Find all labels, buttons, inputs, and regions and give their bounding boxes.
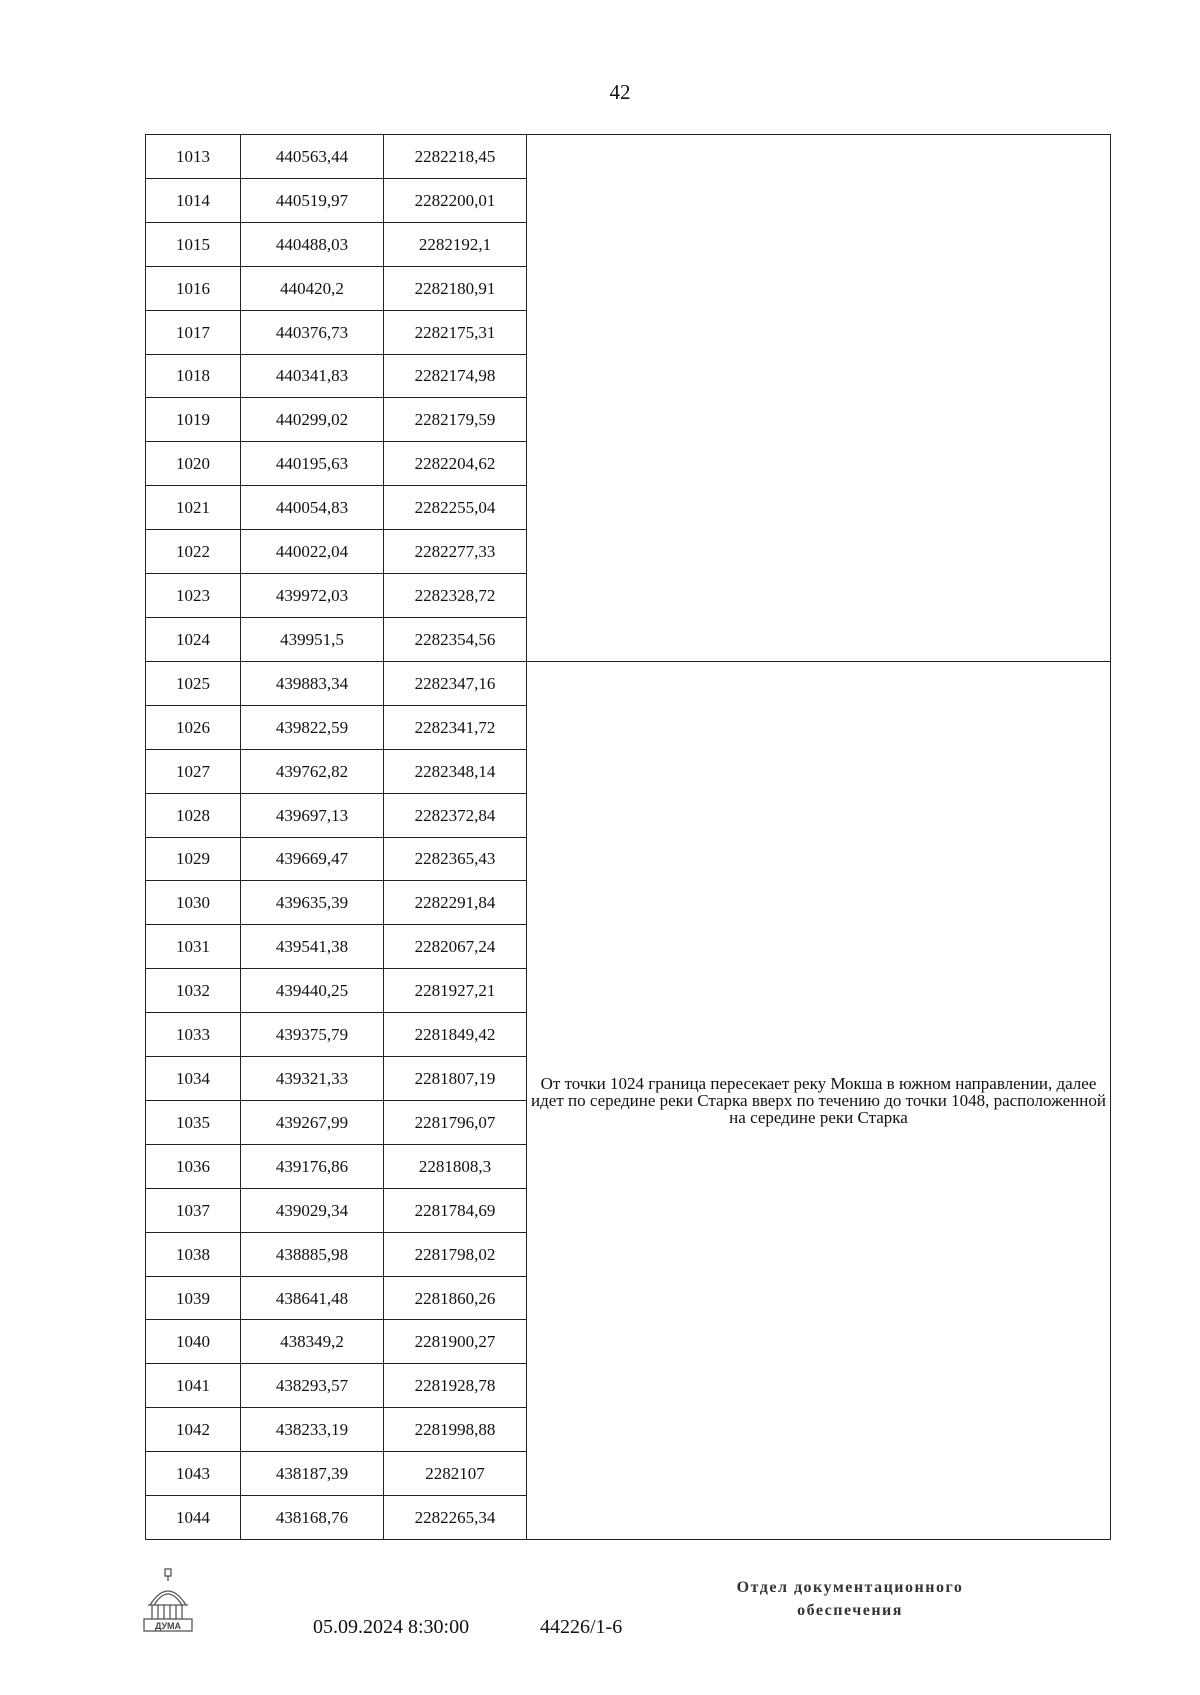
x-coordinate-cell: 439697,13 [241, 793, 384, 837]
point-number-cell: 1036 [146, 1144, 241, 1188]
y-coordinate-cell: 2282277,33 [384, 530, 527, 574]
point-number-cell: 1033 [146, 1013, 241, 1057]
x-coordinate-cell: 439762,82 [241, 749, 384, 793]
x-coordinate-cell: 438233,19 [241, 1408, 384, 1452]
boundary-description-cell [527, 135, 1111, 662]
point-number-cell: 1035 [146, 1100, 241, 1144]
x-coordinate-cell: 438349,2 [241, 1320, 384, 1364]
y-coordinate-cell: 2282265,34 [384, 1496, 527, 1540]
x-coordinate-cell: 440420,2 [241, 266, 384, 310]
x-coordinate-cell: 439440,25 [241, 969, 384, 1013]
y-coordinate-cell: 2282291,84 [384, 881, 527, 925]
x-coordinate-cell: 440054,83 [241, 486, 384, 530]
y-coordinate-cell: 2282372,84 [384, 793, 527, 837]
x-coordinate-cell: 440341,83 [241, 354, 384, 398]
point-number-cell: 1037 [146, 1188, 241, 1232]
point-number-cell: 1040 [146, 1320, 241, 1364]
point-number-cell: 1019 [146, 398, 241, 442]
table-row [146, 135, 1111, 179]
y-coordinate-cell: 2282341,72 [384, 705, 527, 749]
point-number-cell: 1014 [146, 178, 241, 222]
point-number-cell: 1020 [146, 442, 241, 486]
boundary-description-cell: От точки 1024 граница пересекает реку Мокша в южном направлении, далее идет по середине реки Старка вверх по течению до точки 1048, расположенной на середине реки Старка [527, 661, 1111, 1539]
footer-document-number: 44226/1-6 [540, 1616, 623, 1638]
y-coordinate-cell: 2282255,04 [384, 486, 527, 530]
y-coordinate-cell: 2282067,24 [384, 925, 527, 969]
x-coordinate-cell: 439541,38 [241, 925, 384, 969]
point-number-cell: 1021 [146, 486, 241, 530]
x-coordinate-cell: 438168,76 [241, 1496, 384, 1540]
x-coordinate-cell: 439635,39 [241, 881, 384, 925]
y-coordinate-cell: 2282174,98 [384, 354, 527, 398]
x-coordinate-cell: 438293,57 [241, 1364, 384, 1408]
x-coordinate-cell: 439029,34 [241, 1188, 384, 1232]
table-row [146, 661, 1111, 705]
point-number-cell: 1015 [146, 222, 241, 266]
duma-logo [140, 1567, 200, 1635]
point-number-cell: 1039 [146, 1276, 241, 1320]
point-number-cell: 1017 [146, 310, 241, 354]
x-coordinate-cell: 439972,03 [241, 574, 384, 618]
x-coordinate-cell: 438885,98 [241, 1232, 384, 1276]
coordinates-table [145, 134, 1111, 1540]
point-number-cell: 1031 [146, 925, 241, 969]
y-coordinate-cell: 2282347,16 [384, 661, 527, 705]
y-coordinate-cell: 2281860,26 [384, 1276, 527, 1320]
point-number-cell: 1043 [146, 1452, 241, 1496]
point-number-cell: 1042 [146, 1408, 241, 1452]
x-coordinate-cell: 440563,44 [241, 135, 384, 179]
x-coordinate-cell: 438641,48 [241, 1276, 384, 1320]
x-coordinate-cell: 439883,34 [241, 661, 384, 705]
y-coordinate-cell: 2282354,56 [384, 617, 527, 661]
y-coordinate-cell: 2281796,07 [384, 1100, 527, 1144]
point-number-cell: 1027 [146, 749, 241, 793]
point-number-cell: 1038 [146, 1232, 241, 1276]
logo-text: ДУМА [154, 1621, 182, 1631]
y-coordinate-cell: 2282179,59 [384, 398, 527, 442]
duma-emblem-icon [140, 1567, 200, 1635]
point-number-cell: 1028 [146, 793, 241, 837]
y-coordinate-cell: 2282180,91 [384, 266, 527, 310]
y-coordinate-cell: 2281807,19 [384, 1057, 527, 1101]
y-coordinate-cell: 2282107 [384, 1452, 527, 1496]
x-coordinate-cell: 440376,73 [241, 310, 384, 354]
y-coordinate-cell: 2281928,78 [384, 1364, 527, 1408]
y-coordinate-cell: 2281900,27 [384, 1320, 527, 1364]
point-number-cell: 1025 [146, 661, 241, 705]
point-number-cell: 1024 [146, 617, 241, 661]
point-number-cell: 1034 [146, 1057, 241, 1101]
y-coordinate-cell: 2282192,1 [384, 222, 527, 266]
y-coordinate-cell: 2282204,62 [384, 442, 527, 486]
y-coordinate-cell: 2281849,42 [384, 1013, 527, 1057]
point-number-cell: 1016 [146, 266, 241, 310]
x-coordinate-cell: 439321,33 [241, 1057, 384, 1101]
y-coordinate-cell: 2281927,21 [384, 969, 527, 1013]
footer-date: 05.09.2024 8:30:00 [313, 1616, 470, 1638]
footer-department-line1: Отдел документационного [736, 1579, 964, 1596]
y-coordinate-cell: 2281798,02 [384, 1232, 527, 1276]
y-coordinate-cell: 2282348,14 [384, 749, 527, 793]
x-coordinate-cell: 439951,5 [241, 617, 384, 661]
y-coordinate-cell: 2282328,72 [384, 574, 527, 618]
x-coordinate-cell: 439176,86 [241, 1144, 384, 1188]
y-coordinate-cell: 2281784,69 [384, 1188, 527, 1232]
point-number-cell: 1026 [146, 705, 241, 749]
point-number-cell: 1013 [146, 135, 241, 179]
x-coordinate-cell: 440195,63 [241, 442, 384, 486]
point-number-cell: 1029 [146, 837, 241, 881]
y-coordinate-cell: 2281808,3 [384, 1144, 527, 1188]
point-number-cell: 1032 [146, 969, 241, 1013]
y-coordinate-cell: 2282365,43 [384, 837, 527, 881]
x-coordinate-cell: 440022,04 [241, 530, 384, 574]
point-number-cell: 1023 [146, 574, 241, 618]
point-number-cell: 1041 [146, 1364, 241, 1408]
footer-department [700, 1576, 1000, 1622]
page-number: 42 [609, 80, 631, 104]
point-number-cell: 1022 [146, 530, 241, 574]
x-coordinate-cell: 439669,47 [241, 837, 384, 881]
x-coordinate-cell: 440488,03 [241, 222, 384, 266]
x-coordinate-cell: 438187,39 [241, 1452, 384, 1496]
x-coordinate-cell: 439375,79 [241, 1013, 384, 1057]
footer-department-line2: обеспечения [797, 1602, 903, 1620]
y-coordinate-cell: 2282218,45 [384, 135, 527, 179]
point-number-cell: 1030 [146, 881, 241, 925]
y-coordinate-cell: 2282175,31 [384, 310, 527, 354]
x-coordinate-cell: 440299,02 [241, 398, 384, 442]
x-coordinate-cell: 440519,97 [241, 178, 384, 222]
x-coordinate-cell: 439822,59 [241, 705, 384, 749]
y-coordinate-cell: 2281998,88 [384, 1408, 527, 1452]
point-number-cell: 1044 [146, 1496, 241, 1540]
x-coordinate-cell: 439267,99 [241, 1100, 384, 1144]
point-number-cell: 1018 [146, 354, 241, 398]
y-coordinate-cell: 2282200,01 [384, 178, 527, 222]
